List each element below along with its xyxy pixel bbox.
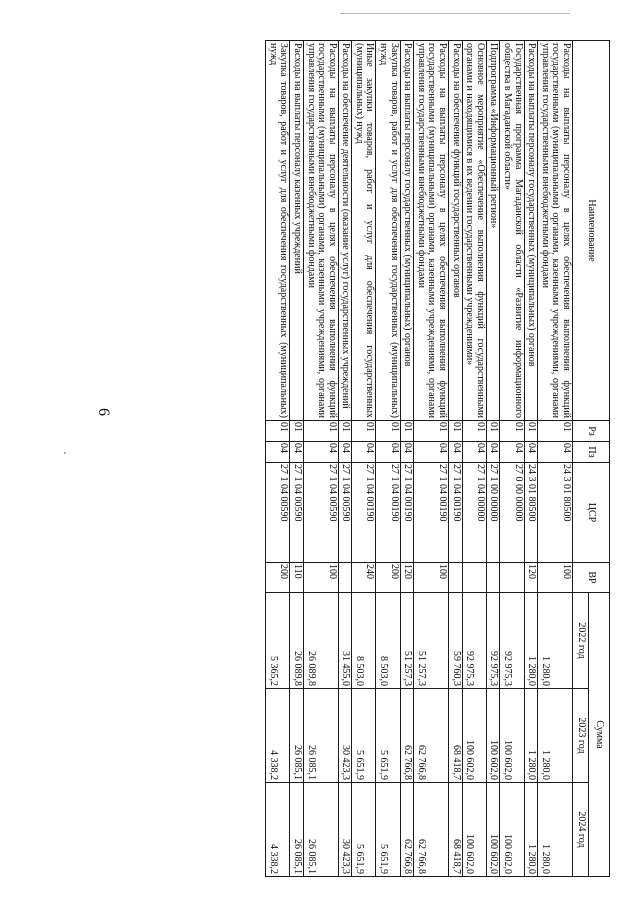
row-pz: 04 [352, 442, 376, 463]
header-name: Наименование [573, 41, 610, 421]
row-value-2022: 51 257,3 [414, 593, 449, 689]
row-vr [500, 563, 524, 593]
row-pz: 04 [376, 442, 400, 463]
row-value-2024: 1 280,0 [538, 783, 573, 877]
row-value-2024: 1 280,0 [524, 783, 538, 877]
row-value-2022: 26 089,8 [303, 593, 338, 689]
row-name: Расходы на выплаты персоналу в целях обеспечения выполнения функций государственными (муниципальными) органами, казенными учреждениями, органами управления государственными внебюджетными фондами [303, 41, 338, 421]
row-rz: 01 [500, 421, 524, 442]
row-rz: 01 [449, 421, 463, 442]
header-year-2022: 2022 год [573, 593, 589, 689]
row-vr: 240 [352, 563, 376, 593]
table-row [338, 41, 352, 877]
row-value-2024: 5 651,9 [352, 783, 376, 877]
row-csr: 24 3 01 80500 [524, 463, 538, 563]
row-pz: 04 [462, 442, 486, 463]
row-value-2024: 4 338,2 [266, 783, 290, 877]
table-header-row [589, 41, 610, 877]
row-pz: 04 [290, 442, 304, 463]
row-value-2023: 1 280,0 [524, 689, 538, 783]
row-rz: 01 [290, 421, 304, 442]
row-vr [462, 563, 486, 593]
row-pz: 04 [338, 442, 352, 463]
row-name: Расходы на выплаты персоналу государственных (муниципальных) органов [524, 41, 538, 421]
row-rz: 01 [462, 421, 486, 442]
row-value-2023: 68 418,7 [449, 689, 463, 783]
header-rz: Рз [573, 421, 610, 442]
row-vr [449, 563, 463, 593]
row-value-2023: 100 602,0 [486, 689, 500, 783]
row-value-2022: 5 365,2 [266, 593, 290, 689]
row-value-2024: 26 085,1 [303, 783, 338, 877]
row-pz: 04 [538, 442, 573, 463]
row-rz: 01 [338, 421, 352, 442]
row-value-2022: 92 975,3 [486, 593, 500, 689]
row-value-2022: 1 280,0 [538, 593, 573, 689]
scan-artifact-line [340, 13, 570, 14]
header-sum: Сумма [589, 593, 610, 877]
row-pz: 04 [303, 442, 338, 463]
scan-artifact-dot [64, 452, 66, 454]
row-value-2023: 62 766,8 [414, 689, 449, 783]
table-row [352, 41, 376, 877]
row-value-2023: 30 423,3 [338, 689, 352, 783]
rotated-page-content [124, 40, 610, 876]
row-name: Расходы на выплаты персоналу в целях обеспечения выполнения функций государственными (муниципальными) органами, казенными учреждениями, органами управления государственными внебюджетными фондами [538, 41, 573, 421]
row-vr: 100 [414, 563, 449, 593]
table-row [290, 41, 304, 877]
table-row [266, 41, 290, 877]
table-row [376, 41, 400, 877]
row-csr: 27 1 04 00190 [376, 463, 400, 563]
row-value-2023: 26 085,1 [290, 689, 304, 783]
row-pz: 04 [449, 442, 463, 463]
header-year-2024: 2024 год [573, 783, 589, 877]
row-name: Расходы на выплаты персоналу государственных (муниципальных) органов [400, 41, 414, 421]
row-name: Закупка товаров, работ и услуг для обеспечения государственных (муниципальных) нужд [376, 41, 400, 421]
header-csr: ЦСР [573, 463, 610, 563]
row-value-2023: 4 338,2 [266, 689, 290, 783]
row-name: Расходы на выплаты персоналу казенных учреждений [290, 41, 304, 421]
row-value-2022: 92 975,3 [500, 593, 524, 689]
header-pz: Пз [573, 442, 610, 463]
row-vr [486, 563, 500, 593]
row-pz: 04 [414, 442, 449, 463]
row-name: Иные закупки товаров, работ и услуг для обеспечения государственных (муниципальных) нужд [352, 41, 376, 421]
row-vr: 120 [524, 563, 538, 593]
row-csr: 27 1 04 00590 [266, 463, 290, 563]
row-csr: 27 1 04 00000 [462, 463, 486, 563]
row-name: Расходы на обеспечение функций государственных органов [449, 41, 463, 421]
row-csr: 27 0 00 00000 [500, 463, 524, 563]
row-value-2022: 8 503,0 [352, 593, 376, 689]
row-value-2024: 100 602,0 [462, 783, 486, 877]
table-row [303, 41, 338, 877]
header-vr: ВР [573, 563, 610, 593]
row-rz: 01 [376, 421, 400, 442]
row-value-2023: 100 602,0 [462, 689, 486, 783]
row-value-2022: 31 455,0 [338, 593, 352, 689]
row-value-2024: 62 766,8 [414, 783, 449, 877]
row-value-2022: 92 975,3 [462, 593, 486, 689]
row-name: Государственная программа Магаданской области «Развитие информационного общества в Магаданской области» [500, 41, 524, 421]
row-value-2022: 8 503,0 [376, 593, 400, 689]
row-value-2024: 100 602,0 [486, 783, 500, 877]
row-vr: 200 [376, 563, 400, 593]
header-year-2023: 2023 год [573, 689, 589, 783]
row-value-2023: 100 602,0 [500, 689, 524, 783]
row-value-2023: 5 651,9 [352, 689, 376, 783]
table-row [524, 41, 538, 877]
row-value-2023: 5 651,9 [376, 689, 400, 783]
row-name: Закупка товаров, работ и услуг для обеспечения государственных (муниципальных) нужд [266, 41, 290, 421]
row-value-2022: 1 280,0 [524, 593, 538, 689]
row-csr: 27 1 04 00590 [303, 463, 338, 563]
table-row [500, 41, 524, 877]
row-rz: 01 [524, 421, 538, 442]
row-value-2022: 51 257,3 [400, 593, 414, 689]
page-number: 6 [95, 408, 112, 416]
row-name: Подпрограмма «Информационный регион» [486, 41, 500, 421]
row-value-2022: 59 760,3 [449, 593, 463, 689]
row-value-2024: 100 602,0 [500, 783, 524, 877]
row-csr: 27 1 00 00000 [486, 463, 500, 563]
row-vr: 100 [538, 563, 573, 593]
row-value-2022: 26 089,8 [290, 593, 304, 689]
row-name: Расходы на обеспечение деятельности (оказание услуг) государственных учреждений [338, 41, 352, 421]
row-pz: 04 [266, 442, 290, 463]
table-row [462, 41, 486, 877]
table-row [414, 41, 449, 877]
row-csr: 27 1 04 00590 [290, 463, 304, 563]
budget-table [265, 40, 610, 877]
row-value-2024: 5 651,9 [376, 783, 400, 877]
row-pz: 04 [400, 442, 414, 463]
row-rz: 01 [400, 421, 414, 442]
row-csr: 27 1 04 00190 [449, 463, 463, 563]
row-value-2024: 68 418,7 [449, 783, 463, 877]
row-name: Основное мероприятие «Обеспечение выполнения функций государственными органами и находящимися в их ведении государственными учреждениями» [462, 41, 486, 421]
table-row [449, 41, 463, 877]
row-rz: 01 [414, 421, 449, 442]
row-vr: 110 [290, 563, 304, 593]
row-csr: 27 1 04 00190 [414, 463, 449, 563]
row-name: Расходы на выплаты персоналу в целях обеспечения выполнения функций государственными (муниципальными) органами, казенными учреждениями, органами управления государственными внебюджетными фондами [414, 41, 449, 421]
row-csr: 27 1 04 00190 [352, 463, 376, 563]
row-value-2023: 62 766,8 [400, 689, 414, 783]
row-pz: 04 [524, 442, 538, 463]
table-row [400, 41, 414, 877]
row-vr: 100 [303, 563, 338, 593]
row-value-2023: 1 280,0 [538, 689, 573, 783]
row-vr: 120 [400, 563, 414, 593]
row-value-2024: 30 423,3 [338, 783, 352, 877]
row-vr: 200 [266, 563, 290, 593]
row-csr: 27 1 04 00190 [400, 463, 414, 563]
row-vr [338, 563, 352, 593]
row-rz: 01 [266, 421, 290, 442]
row-pz: 04 [486, 442, 500, 463]
row-value-2023: 26 085,1 [303, 689, 338, 783]
table-row [486, 41, 500, 877]
row-value-2024: 26 085,1 [290, 783, 304, 877]
row-csr: 24 3 01 80500 [538, 463, 573, 563]
row-csr: 27 1 04 00590 [338, 463, 352, 563]
row-rz: 01 [538, 421, 573, 442]
row-value-2024: 62 766,8 [400, 783, 414, 877]
row-pz: 04 [500, 442, 524, 463]
table-row [538, 41, 573, 877]
row-rz: 01 [486, 421, 500, 442]
row-rz: 01 [352, 421, 376, 442]
row-rz: 01 [303, 421, 338, 442]
